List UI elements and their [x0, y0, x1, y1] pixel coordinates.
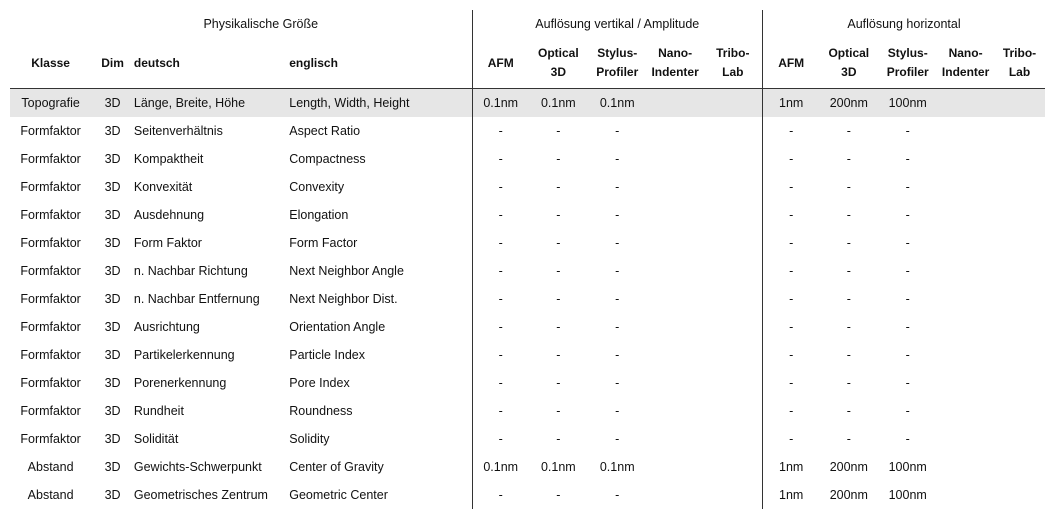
cell-klasse: Formfaktor [20, 347, 81, 362]
cell-v-afm: - [472, 173, 529, 201]
cell-klasse: Formfaktor [20, 375, 81, 390]
cell-deutsch: Form Faktor [133, 235, 202, 250]
header-klasse: Klasse [10, 38, 91, 89]
table-row [10, 201, 1045, 229]
cell-v-stylus: - [615, 123, 620, 138]
cell-h-optical: - [846, 431, 851, 446]
cell-h-tribo [994, 201, 1045, 229]
cell-v-tribo [704, 89, 763, 117]
cell-h-tribo [994, 117, 1045, 145]
cell-h-optical: - [846, 151, 851, 166]
cell-v-nano [647, 341, 704, 369]
cell-englisch: Solidity [289, 431, 330, 446]
cell-v-optical: - [556, 347, 561, 362]
cell-h-afm: - [763, 425, 820, 453]
cell-englisch: Particle Index [289, 347, 365, 362]
header-v-stylus [588, 38, 647, 89]
table-row [10, 257, 1045, 285]
cell-v-nano [647, 201, 704, 229]
cell-v-tribo [704, 481, 763, 509]
cell-v-nano [647, 229, 704, 257]
cell-dim: 3D [104, 431, 121, 446]
cell-englisch: Next Neighbor Angle [289, 263, 404, 278]
cell-v-stylus: 0.1nm [599, 459, 635, 474]
cell-v-optical: - [556, 487, 561, 502]
cell-v-afm: - [472, 369, 529, 397]
cell-klasse: Formfaktor [20, 235, 81, 250]
cell-deutsch: Seitenverhältnis [133, 123, 223, 138]
cell-v-optical: 0.1nm [529, 89, 588, 117]
cell-v-afm: - [472, 397, 529, 425]
cell-v-nano [647, 425, 704, 453]
cell-englisch: Form Factor [289, 235, 358, 250]
cell-deutsch: Länge, Breite, Höhe [134, 89, 289, 117]
cell-v-tribo [704, 285, 763, 313]
table-row [10, 145, 1045, 173]
cell-h-tribo [994, 257, 1045, 285]
cell-klasse: Formfaktor [20, 319, 81, 334]
cell-h-stylus: - [905, 123, 910, 138]
cell-v-tribo [704, 397, 763, 425]
cell-klasse: Formfaktor [20, 151, 81, 166]
cell-h-stylus: - [905, 291, 910, 306]
cell-h-afm: - [763, 285, 820, 313]
cell-deutsch: Rundheit [133, 403, 184, 418]
cell-deutsch: Ausrichtung [133, 319, 200, 334]
cell-h-afm: 1nm [763, 89, 820, 117]
cell-h-nano [937, 257, 994, 285]
cell-englisch: Orientation Angle [289, 319, 386, 334]
table-row [10, 341, 1045, 369]
cell-englisch: Compactness [289, 151, 366, 166]
cell-h-nano [937, 145, 994, 173]
cell-deutsch: n. Nachbar Entfernung [133, 291, 260, 306]
cell-deutsch: Porenerkennung [133, 375, 227, 390]
cell-v-optical: 0.1nm [540, 459, 576, 474]
cell-dim: 3D [91, 89, 134, 117]
cell-h-optical: - [846, 347, 851, 362]
cell-h-afm: - [763, 369, 820, 397]
cell-v-tribo [704, 173, 763, 201]
cell-englisch: Roundness [289, 403, 353, 418]
cell-dim: 3D [104, 179, 121, 194]
cell-v-optical: - [556, 151, 561, 166]
cell-h-afm: 1nm [763, 481, 820, 509]
cell-h-tribo [994, 173, 1045, 201]
cell-v-nano [647, 173, 704, 201]
cell-h-stylus: - [905, 319, 910, 334]
cell-klasse: Abstand [27, 459, 74, 474]
cell-h-afm: - [763, 313, 820, 341]
cell-h-nano [937, 229, 994, 257]
cell-h-afm: 1nm [763, 453, 820, 481]
cell-dim: 3D [104, 487, 121, 502]
cell-v-afm: - [472, 229, 529, 257]
cell-h-afm: - [763, 257, 820, 285]
cell-klasse: Abstand [27, 487, 74, 502]
header-v-tribo-line2: Lab [722, 65, 744, 79]
cell-klasse: Formfaktor [20, 263, 81, 278]
table-row [10, 285, 1045, 313]
table-row [10, 425, 1045, 453]
header-v-nano-line2: Indenter [651, 65, 699, 79]
cell-deutsch: Geometrisches Zentrum [133, 487, 268, 502]
cell-englisch: Center of Gravity [289, 459, 384, 474]
cell-englisch: Length, Width, Height [289, 89, 472, 117]
table-row [10, 369, 1045, 397]
cell-englisch: Elongation [289, 207, 349, 222]
header-h-afm: AFM [763, 38, 820, 89]
cell-h-nano [937, 369, 994, 397]
cell-h-tribo [994, 425, 1045, 453]
cell-v-optical: - [556, 291, 561, 306]
cell-h-nano [937, 117, 994, 145]
header-h-tribo-line2: Lab [1008, 65, 1031, 79]
cell-h-afm: - [763, 229, 820, 257]
table-row [10, 117, 1045, 145]
header-h-stylus [878, 38, 937, 89]
cell-v-optical: - [556, 179, 561, 194]
table-row [10, 173, 1045, 201]
cell-h-nano [937, 341, 994, 369]
cell-klasse: Formfaktor [20, 123, 81, 138]
header-v-optical-line2: 3D [550, 65, 567, 79]
cell-h-stylus: - [905, 179, 910, 194]
cell-v-stylus: - [615, 291, 620, 306]
cell-v-tribo [704, 257, 763, 285]
cell-v-optical: - [556, 123, 561, 138]
group-vertical: Auflösung vertikal / Amplitude [472, 10, 762, 38]
cell-h-stylus: 100nm [888, 459, 927, 474]
cell-deutsch: Partikelerkennung [133, 347, 235, 362]
cell-h-nano [937, 313, 994, 341]
cell-v-nano [647, 285, 704, 313]
column-header-row [10, 38, 1045, 89]
cell-klasse: Formfaktor [20, 179, 81, 194]
cell-v-tribo [704, 201, 763, 229]
cell-h-stylus: 100nm [878, 89, 937, 117]
cell-dim: 3D [104, 347, 121, 362]
cell-h-nano [937, 453, 994, 481]
header-v-optical [529, 38, 588, 89]
cell-englisch: Geometric Center [289, 487, 388, 502]
cell-h-optical: - [846, 179, 851, 194]
header-dim: Dim [91, 38, 134, 89]
cell-h-tribo [994, 481, 1045, 509]
cell-v-tribo [704, 341, 763, 369]
header-v-stylus-line2: Profiler [596, 65, 639, 79]
cell-v-tribo [704, 117, 763, 145]
cell-h-optical: - [846, 319, 851, 334]
cell-h-afm: - [763, 341, 820, 369]
cell-h-afm: - [763, 201, 820, 229]
cell-h-tribo [994, 369, 1045, 397]
cell-v-nano [647, 89, 704, 117]
cell-h-tribo [994, 89, 1045, 117]
header-v-optical-line1: Optical [538, 46, 579, 60]
cell-h-optical: - [846, 375, 851, 390]
cell-v-stylus: - [615, 375, 620, 390]
cell-h-optical: - [846, 263, 851, 278]
cell-englisch: Convexity [289, 179, 345, 194]
header-h-nano [937, 38, 994, 89]
cell-v-afm: - [472, 145, 529, 173]
cell-v-afm: - [472, 425, 529, 453]
cell-v-nano [647, 257, 704, 285]
table-body [10, 89, 1045, 509]
cell-h-stylus: - [905, 235, 910, 250]
cell-v-tribo [704, 453, 763, 481]
cell-deutsch: Solidität [133, 431, 179, 446]
cell-h-stylus: - [905, 431, 910, 446]
cell-v-stylus: - [615, 347, 620, 362]
header-h-stylus-line2: Profiler [886, 65, 929, 79]
header-v-tribo [704, 38, 763, 89]
header-v-nano [647, 38, 704, 89]
cell-v-optical: - [556, 319, 561, 334]
cell-v-tribo [704, 229, 763, 257]
cell-h-optical: - [846, 123, 851, 138]
cell-v-nano [647, 145, 704, 173]
cell-klasse: Formfaktor [20, 403, 81, 418]
cell-h-stylus: - [905, 347, 910, 362]
cell-v-nano [647, 481, 704, 509]
cell-klasse: Topografie [10, 89, 91, 117]
group-physical: Physikalische Größe [203, 17, 319, 31]
cell-h-tribo [994, 285, 1045, 313]
header-v-nano-line1: Nano- [658, 46, 693, 60]
header-v-afm: AFM [472, 38, 529, 89]
cell-h-stylus: - [905, 263, 910, 278]
cell-dim: 3D [104, 375, 121, 390]
cell-v-stylus: - [615, 487, 620, 502]
cell-v-tribo [704, 369, 763, 397]
cell-h-optical: 200nm [829, 487, 868, 502]
resolution-table [10, 10, 1045, 509]
cell-v-tribo [704, 425, 763, 453]
cell-h-nano [937, 89, 994, 117]
cell-h-afm: - [763, 145, 820, 173]
cell-deutsch: Konvexität [133, 179, 193, 194]
header-h-nano-line1: Nano- [948, 46, 983, 60]
cell-v-optical: - [556, 263, 561, 278]
cell-v-tribo [704, 145, 763, 173]
cell-h-tribo [994, 145, 1045, 173]
header-v-stylus-line1: Stylus- [597, 46, 638, 60]
cell-v-afm: - [472, 481, 529, 509]
header-h-optical-line2: 3D [841, 65, 857, 79]
cell-v-nano [647, 313, 704, 341]
cell-h-nano [937, 285, 994, 313]
header-h-stylus-line1: Stylus- [887, 46, 928, 60]
cell-v-nano [647, 397, 704, 425]
cell-dim: 3D [104, 319, 121, 334]
cell-deutsch: Kompaktheit [133, 151, 204, 166]
cell-v-stylus: - [615, 207, 620, 222]
cell-englisch: Aspect Ratio [289, 123, 361, 138]
cell-h-nano [937, 397, 994, 425]
cell-dim: 3D [104, 207, 121, 222]
cell-v-tribo [704, 313, 763, 341]
cell-h-nano [937, 481, 994, 509]
cell-v-afm: - [472, 313, 529, 341]
cell-v-stylus: - [615, 319, 620, 334]
cell-h-afm: - [763, 173, 820, 201]
header-deutsch: deutsch [134, 38, 289, 89]
cell-v-afm: - [472, 117, 529, 145]
cell-h-nano [937, 201, 994, 229]
cell-v-afm: - [472, 341, 529, 369]
cell-h-optical: - [846, 235, 851, 250]
cell-v-afm: - [472, 201, 529, 229]
cell-h-nano [937, 425, 994, 453]
cell-englisch: Pore Index [289, 375, 350, 390]
cell-v-nano [647, 369, 704, 397]
cell-v-stylus: - [615, 235, 620, 250]
header-h-tribo-line1: Tribo- [1002, 46, 1037, 60]
cell-dim: 3D [104, 403, 121, 418]
cell-v-afm: 0.1nm [472, 89, 529, 117]
cell-dim: 3D [104, 291, 121, 306]
table-row [10, 89, 1045, 117]
cell-klasse: Formfaktor [20, 431, 81, 446]
cell-v-optical: - [556, 207, 561, 222]
cell-h-nano [937, 173, 994, 201]
cell-v-optical: - [556, 431, 561, 446]
cell-dim: 3D [104, 123, 121, 138]
cell-h-tribo [994, 229, 1045, 257]
cell-h-optical: - [846, 403, 851, 418]
table-row [10, 229, 1045, 257]
cell-klasse: Formfaktor [20, 207, 81, 222]
cell-v-optical: - [556, 403, 561, 418]
cell-v-optical: - [556, 235, 561, 250]
header-h-nano-line2: Indenter [941, 65, 990, 79]
cell-dim: 3D [104, 263, 121, 278]
cell-h-stylus: - [905, 403, 910, 418]
group-header-row [10, 10, 1045, 38]
header-h-tribo [994, 38, 1045, 89]
cell-h-tribo [994, 341, 1045, 369]
cell-v-stylus: - [615, 263, 620, 278]
cell-h-optical: - [846, 291, 851, 306]
cell-v-afm: - [472, 257, 529, 285]
cell-h-tribo [994, 453, 1045, 481]
cell-v-stylus: - [615, 431, 620, 446]
cell-h-optical: 200nm [819, 89, 878, 117]
cell-deutsch: Gewichts-Schwerpunkt [133, 459, 262, 474]
cell-englisch: Next Neighbor Dist. [289, 291, 398, 306]
cell-klasse: Formfaktor [20, 291, 81, 306]
cell-h-tribo [994, 397, 1045, 425]
cell-deutsch: n. Nachbar Richtung [133, 263, 248, 278]
cell-h-stylus: - [905, 375, 910, 390]
cell-v-stylus: 0.1nm [588, 89, 647, 117]
cell-v-stylus: - [615, 179, 620, 194]
cell-v-optical: - [556, 375, 561, 390]
cell-v-afm: 0.1nm [472, 453, 529, 481]
header-h-optical [819, 38, 878, 89]
header-englisch: englisch [289, 38, 472, 89]
cell-v-nano [647, 117, 704, 145]
cell-h-afm: - [763, 397, 820, 425]
table-row [10, 313, 1045, 341]
table-row [10, 453, 1045, 481]
cell-v-stylus: - [615, 403, 620, 418]
group-horizontal: Auflösung horizontal [763, 10, 1045, 38]
cell-h-tribo [994, 313, 1045, 341]
table-row [10, 397, 1045, 425]
cell-dim: 3D [104, 235, 121, 250]
table-row [10, 481, 1045, 509]
header-v-tribo-line1: Tribo- [716, 46, 750, 60]
cell-dim: 3D [104, 151, 121, 166]
cell-h-optical: 200nm [829, 459, 868, 474]
cell-h-optical: - [846, 207, 851, 222]
cell-v-afm: - [472, 285, 529, 313]
cell-v-nano [647, 453, 704, 481]
cell-h-stylus: - [905, 151, 910, 166]
cell-h-afm: - [763, 117, 820, 145]
cell-v-stylus: - [615, 151, 620, 166]
cell-dim: 3D [104, 459, 121, 474]
cell-deutsch: Ausdehnung [133, 207, 205, 222]
cell-h-stylus: - [905, 207, 910, 222]
header-h-optical-line1: Optical [828, 46, 870, 60]
cell-h-stylus: 100nm [888, 487, 927, 502]
